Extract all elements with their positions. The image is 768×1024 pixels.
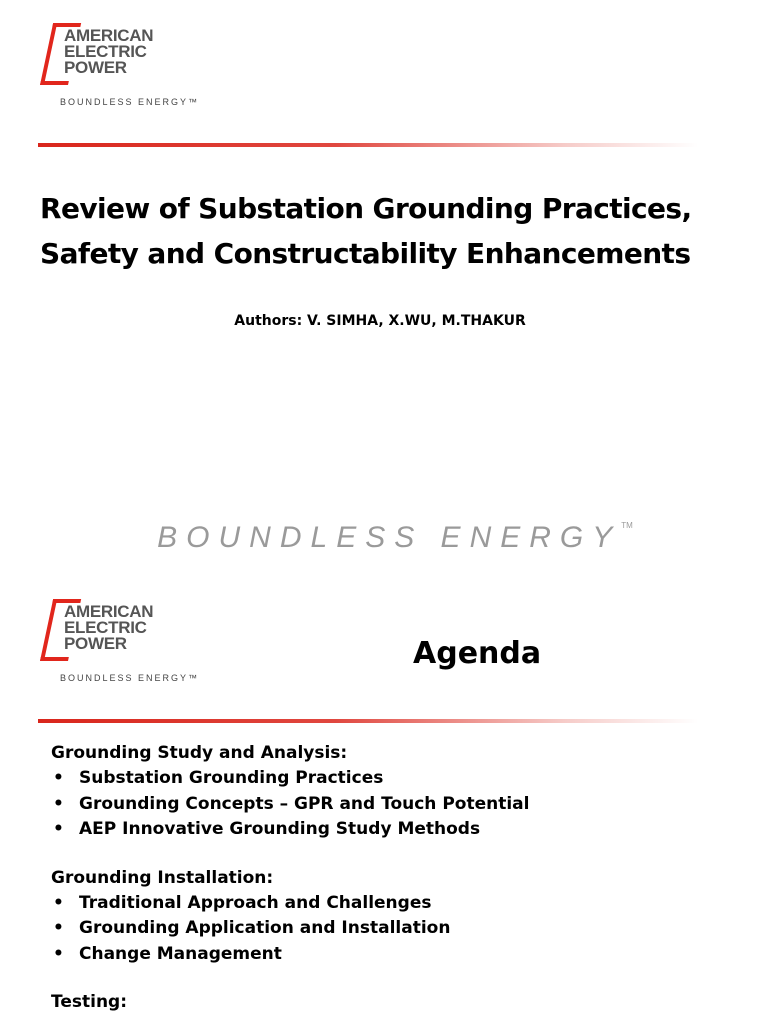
bullet-list	[51, 891, 741, 968]
logo-tagline: BOUNDLESS ENERGY™	[60, 673, 200, 683]
header-divider	[38, 143, 698, 147]
list-item: • Traditional Approach and Challenges	[51, 891, 741, 917]
agenda-list	[51, 741, 741, 1015]
list-item: • Grounding Application and Installation	[51, 916, 741, 942]
header-divider	[38, 719, 698, 723]
logo-wordmark: AMERICAN ELECTRIC POWER	[64, 602, 154, 653]
slide-title-line-1: Review of Substation Grounding Practices,	[40, 192, 692, 225]
list-item: • Change Management	[51, 942, 741, 968]
aep-logo	[40, 23, 280, 113]
list-item: • AEP Innovative Grounding Study Methods	[51, 817, 741, 843]
bullet-icon: •	[53, 918, 64, 938]
bullet-icon: •	[53, 943, 64, 964]
section-heading: Testing:	[51, 992, 128, 1012]
slide-title-line-2: Safety and Constructability Enhancements	[40, 237, 691, 270]
footer-brand: BOUNDLESS ENERGY™	[157, 521, 633, 554]
section-heading: Grounding Installation:	[51, 867, 274, 888]
aep-logo	[40, 599, 280, 689]
logo-wordmark: AMERICAN ELECTRIC POWER	[64, 26, 154, 77]
list-item: • Grounding Concepts – GPR and Touch Potential	[51, 792, 741, 818]
bullet-icon: •	[53, 793, 64, 814]
bullet-list	[51, 766, 741, 843]
agenda-title: Agenda	[413, 636, 542, 671]
bullet-icon: •	[53, 892, 64, 913]
authors-line: Authors: V. SIMHA, X.WU, M.THAKUR	[234, 313, 526, 329]
section-heading: Grounding Study and Analysis:	[51, 743, 348, 763]
list-item: • Substation Grounding Practices	[51, 766, 741, 792]
slide-title	[40, 186, 740, 276]
bullet-icon: •	[53, 768, 64, 788]
bullet-icon: •	[53, 819, 64, 839]
logo-tagline: BOUNDLESS ENERGY™	[60, 97, 200, 107]
